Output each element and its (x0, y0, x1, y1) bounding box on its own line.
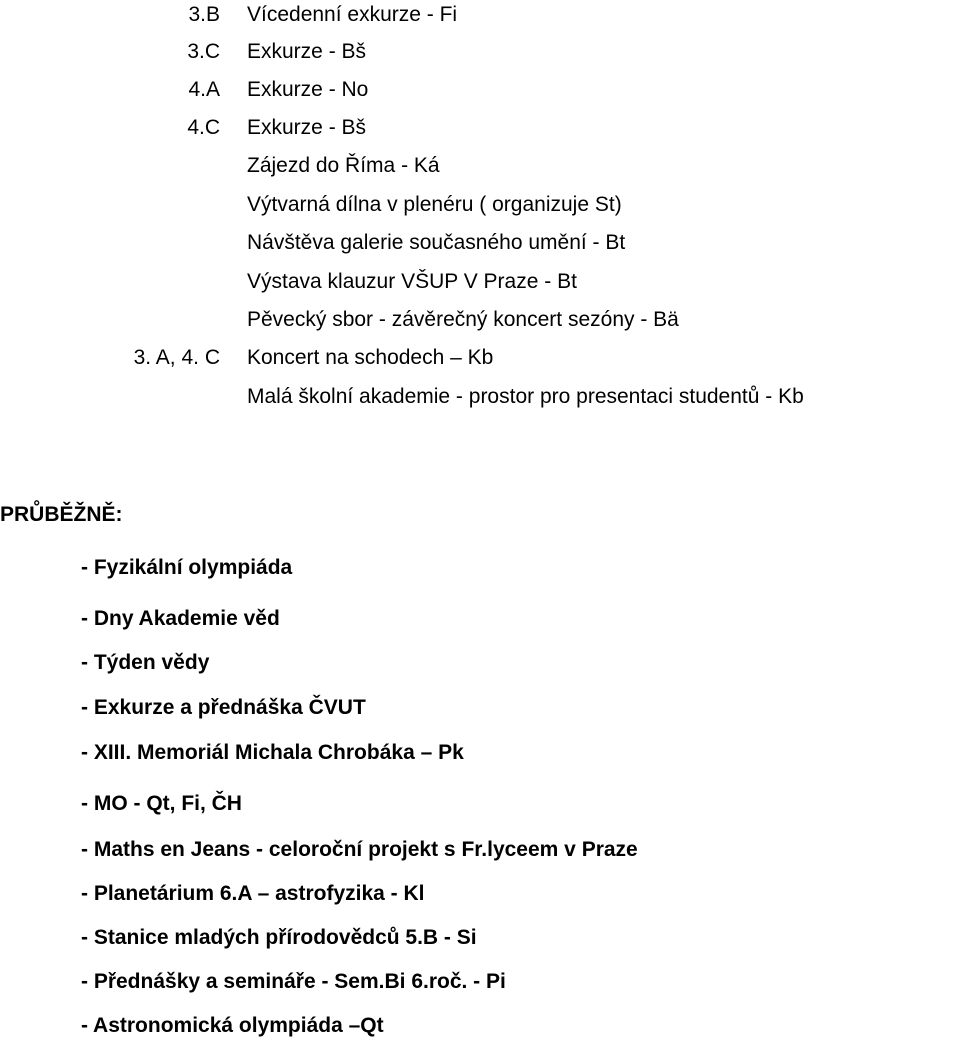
event-row (0, 113, 960, 143)
ongoing-list-item: - Fyzikální olympiáda (81, 556, 293, 579)
event-description: Zájezd do Říma - Ká (247, 154, 440, 177)
ongoing-list-item: - Exkurze a přednáška ČVUT (81, 696, 366, 719)
event-class-label: 4.A (188, 78, 220, 101)
ongoing-list-item: - Přednášky a semináře - Sem.Bi 6.roč. - Pi (81, 970, 506, 993)
event-row (0, 0, 960, 30)
ongoing-list-item: - XIII. Memoriál Michala Chrobáka – Pk (81, 741, 464, 764)
event-class-label: 3.B (188, 3, 220, 26)
event-row (0, 151, 960, 181)
ongoing-list-item: - MO - Qt, Fi, ČH (81, 792, 242, 815)
event-row (0, 190, 960, 220)
ongoing-list-item: - Dny Akademie věd (81, 607, 280, 630)
event-description: Exkurze - No (247, 78, 369, 101)
ongoing-list-item: - Planetárium 6.A – astrofyzika - Kl (81, 882, 425, 905)
event-description: Vícedenní exkurze - Fi (247, 3, 458, 26)
event-row (0, 343, 960, 373)
event-class-label: 4.C (187, 116, 220, 139)
event-description: Návštěva galerie současného umění - Bt (247, 231, 626, 254)
event-class-label: 3.C (187, 40, 220, 63)
event-row (0, 267, 960, 297)
ongoing-heading: PRŮBĚŽNĚ: (0, 503, 123, 526)
event-description: Exkurze - Bš (247, 40, 367, 63)
event-description: Pěvecký sbor - závěrečný koncert sezóny - Bä (247, 308, 679, 331)
ongoing-list-item: - Týden vědy (81, 651, 210, 674)
event-row (0, 75, 960, 105)
event-description: Výtvarná dílna v plenéru ( organizuje St) (247, 193, 622, 216)
event-class-label: 3. A, 4. C (133, 346, 220, 369)
event-description: Malá školní akademie - prostor pro presentaci studentů - Kb (247, 385, 804, 408)
ongoing-list-item: - Maths en Jeans - celoroční projekt s Fr.lyceem v Praze (81, 838, 638, 861)
event-row (0, 382, 960, 412)
event-row (0, 228, 960, 258)
ongoing-list-item: - Stanice mladých přírodovědců 5.B - Si (81, 926, 477, 949)
event-row (0, 305, 960, 335)
event-description: Exkurze - Bš (247, 116, 367, 139)
ongoing-list-item: - Astronomická olympiáda –Qt (81, 1014, 384, 1037)
event-description: Výstava klauzur VŠUP V Praze - Bt (247, 270, 577, 293)
event-row (0, 37, 960, 67)
event-description: Koncert na schodech – Kb (247, 346, 494, 369)
